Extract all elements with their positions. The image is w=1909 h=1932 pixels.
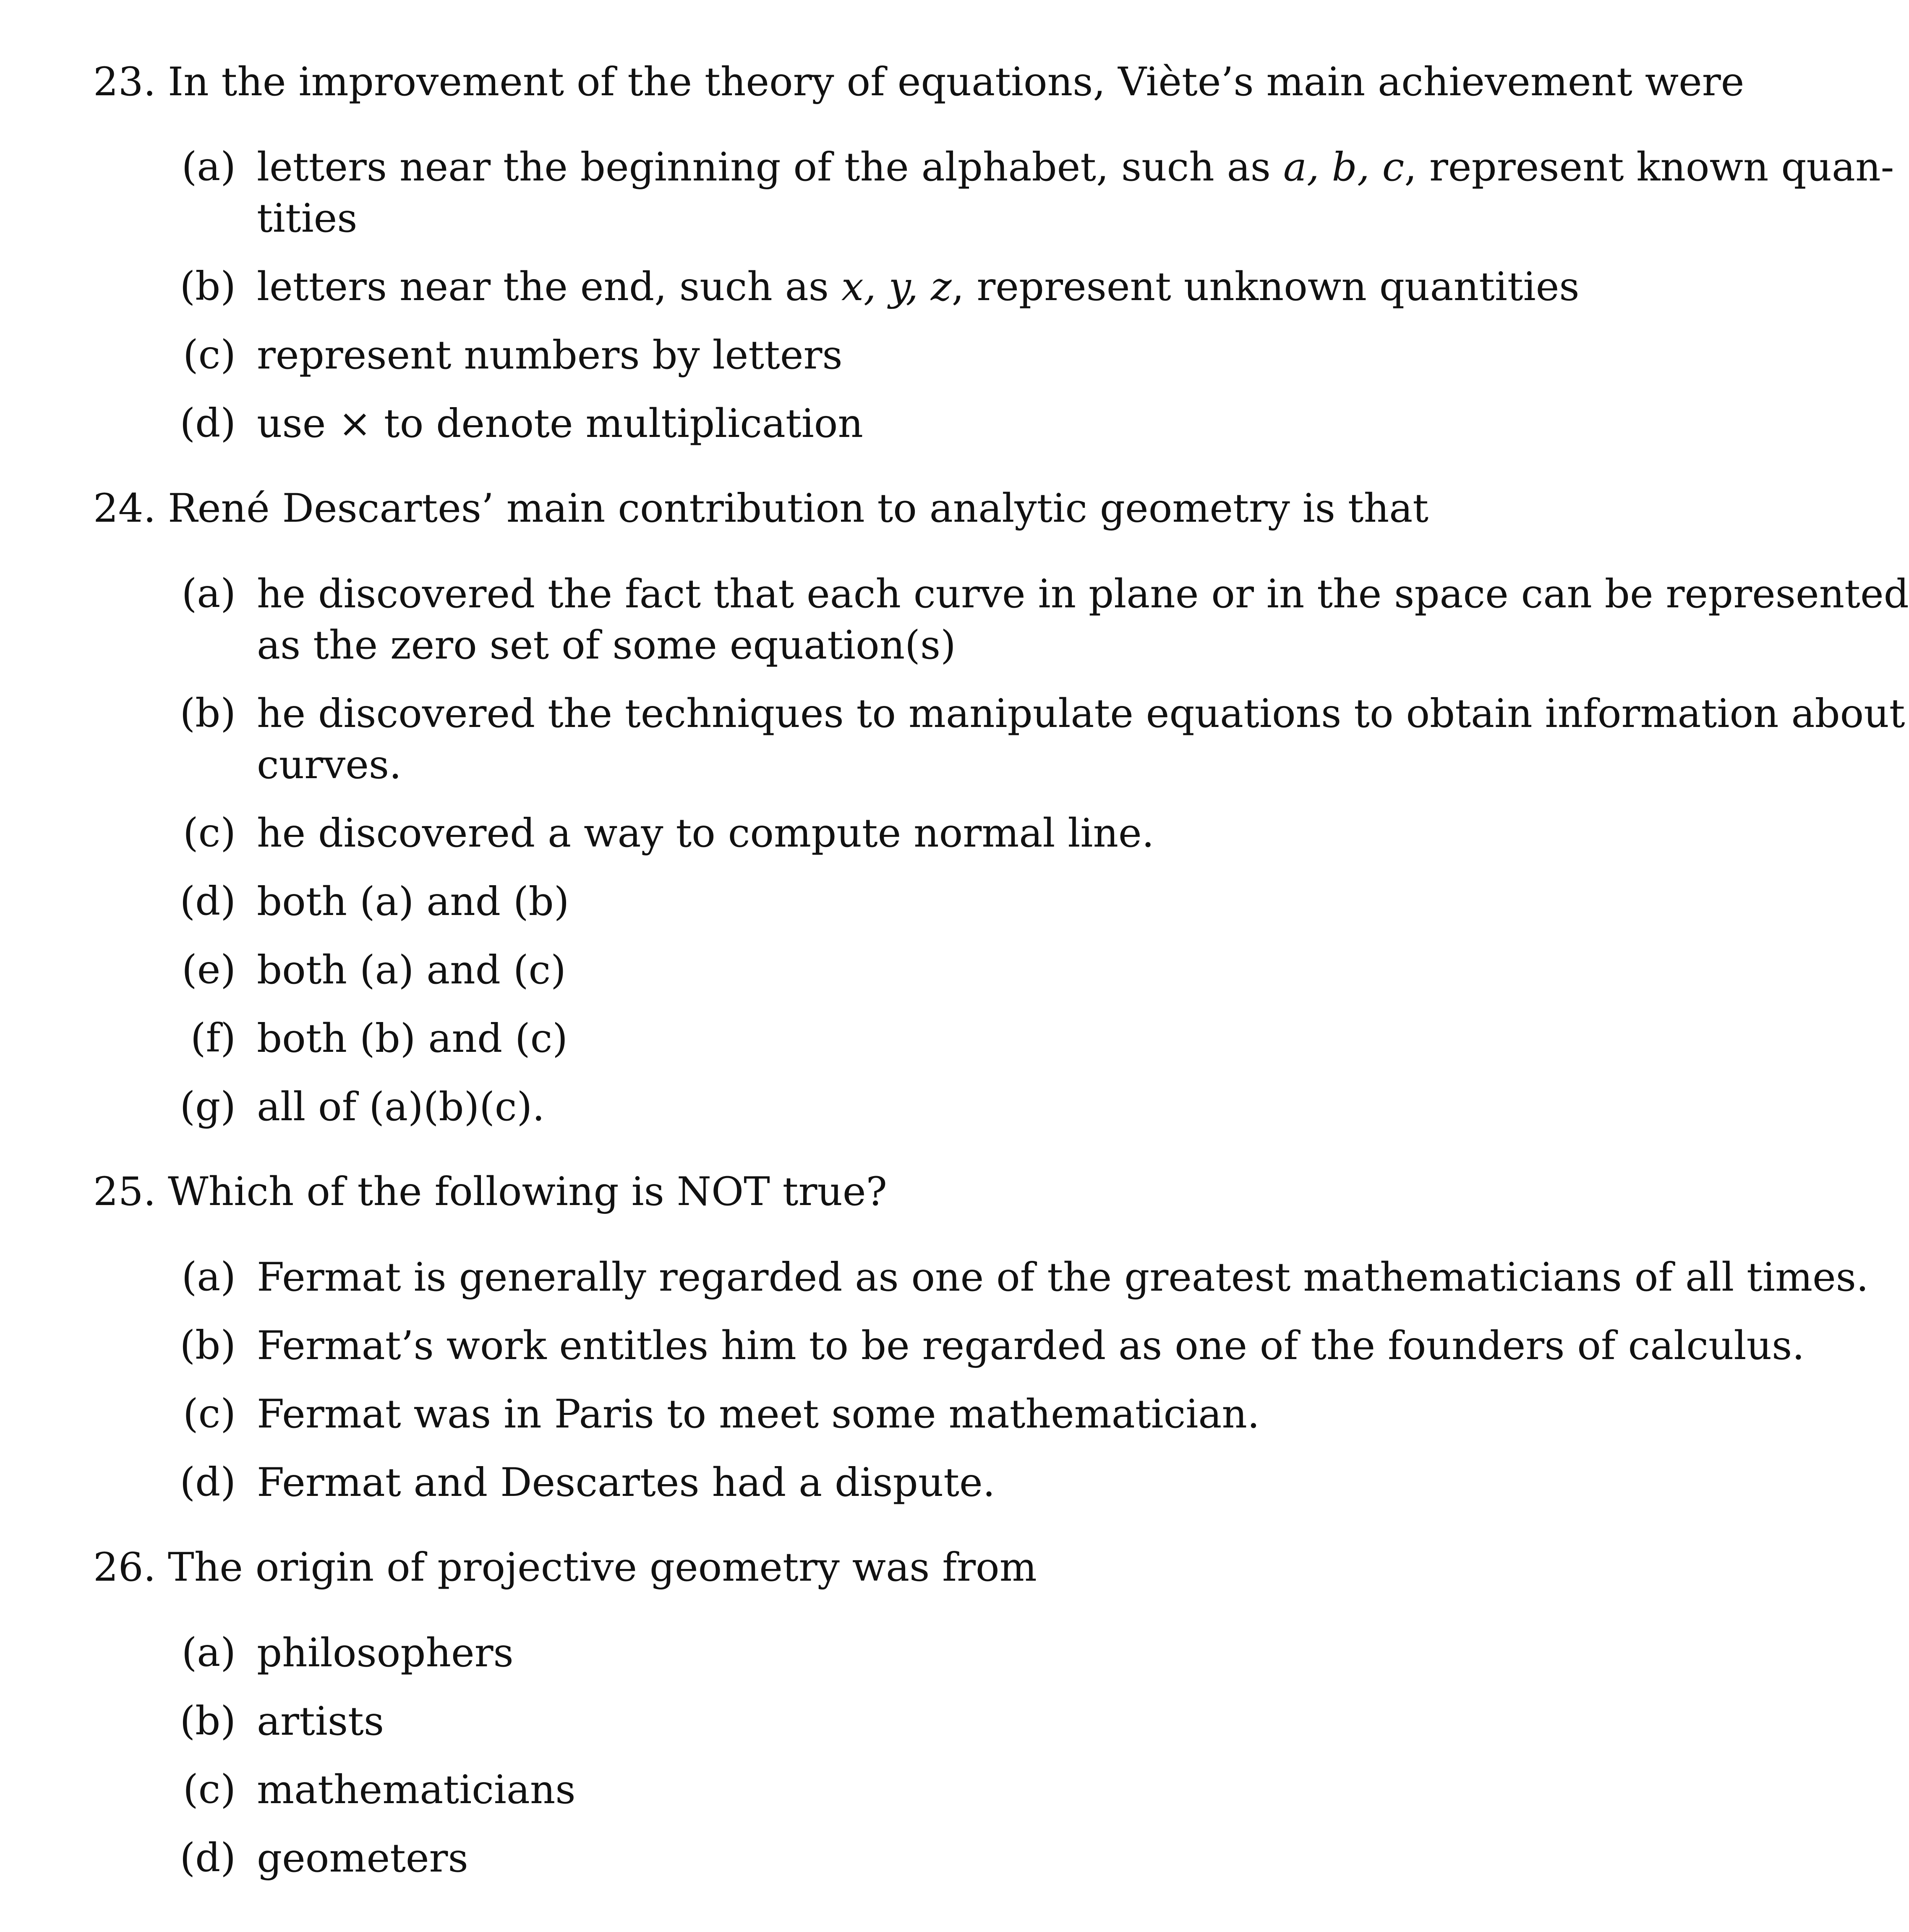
- option-text-part: letters near the beginning of the alphabet, such as: [257, 144, 1283, 190]
- option-text-line: he discovered the techniques to manipulate equations to obtain information about: [257, 691, 1905, 737]
- option-label: (b): [180, 690, 236, 736]
- option-text: geometers: [257, 1835, 468, 1881]
- option-label: (c): [183, 1391, 236, 1437]
- option-text: all of (a)(b)(c).: [257, 1084, 545, 1130]
- option-label: (g): [180, 1084, 236, 1129]
- option-text-line: as the zero set of some equation(s): [257, 622, 956, 668]
- option-label: (c): [183, 332, 236, 378]
- option-text: Fermat’s work entitles him to be regarded as one of the founders of calculus.: [257, 1323, 1805, 1369]
- question-number: 23.: [93, 59, 156, 105]
- option-text: [257, 142, 1894, 244]
- option-label: (a): [181, 1630, 236, 1676]
- option-label: (a): [181, 1254, 236, 1300]
- option-text-part: tities: [257, 196, 358, 241]
- option-text: [257, 688, 1905, 791]
- question-text: In the improvement of the theory of equations, Viète’s main achievement were: [168, 59, 1744, 105]
- option-text-part: letters near the end, such as: [257, 264, 841, 310]
- option-label: (d): [180, 1459, 236, 1505]
- option-text: both (a) and (b): [257, 879, 569, 925]
- option-label: (d): [180, 878, 236, 924]
- option-label: (b): [180, 264, 236, 309]
- option-label: (e): [182, 947, 236, 993]
- math-variables: x, y, z: [841, 264, 952, 310]
- option-label: (d): [180, 400, 236, 446]
- option-text: [257, 261, 1700, 313]
- option-label: (f): [190, 1015, 236, 1061]
- option-text: philosophers: [257, 1630, 514, 1676]
- question-number: 24.: [93, 486, 156, 531]
- option-text: both (b) and (c): [257, 1016, 568, 1061]
- option-text: use × to denote multiplication: [257, 401, 863, 447]
- option-label: (c): [183, 1767, 236, 1812]
- option-text: Fermat was in Paris to meet some mathematician.: [257, 1391, 1260, 1437]
- option-label: (a): [181, 571, 236, 617]
- question-number: 25.: [93, 1169, 156, 1215]
- question-number: 26.: [93, 1545, 156, 1590]
- option-text-line: he discovered the fact that each curve in plane or in the space can be represented: [257, 571, 1909, 617]
- option-text-line: curves.: [257, 742, 402, 788]
- option-text: artists: [257, 1699, 384, 1744]
- option-text: Fermat and Descartes had a dispute.: [257, 1460, 995, 1506]
- option-text: Fermat is generally regarded as one of the greatest mathematicians of all times.: [257, 1255, 1869, 1300]
- math-variables: a, b, c: [1283, 144, 1405, 190]
- question-text: René Descartes’ main contribution to analytic geometry is that: [168, 486, 1429, 531]
- option-text-part: , represent unknown quantities: [951, 264, 1580, 310]
- option-text: both (a) and (c): [257, 947, 566, 993]
- option-text: represent numbers by letters: [257, 332, 843, 378]
- option-text-part: , represent known quan-: [1404, 144, 1894, 190]
- option-label: (b): [180, 1323, 236, 1368]
- option-text: he discovered a way to compute normal line.: [257, 810, 1154, 856]
- question-text: Which of the following is NOT true?: [168, 1169, 887, 1215]
- option-text: mathematicians: [257, 1767, 576, 1813]
- option-label: (b): [180, 1698, 236, 1744]
- question-text: The origin of projective geometry was from: [168, 1545, 1037, 1590]
- option-label: (d): [180, 1835, 236, 1881]
- option-label: (a): [181, 144, 236, 190]
- option-label: (c): [183, 810, 236, 856]
- option-text: [257, 569, 1909, 671]
